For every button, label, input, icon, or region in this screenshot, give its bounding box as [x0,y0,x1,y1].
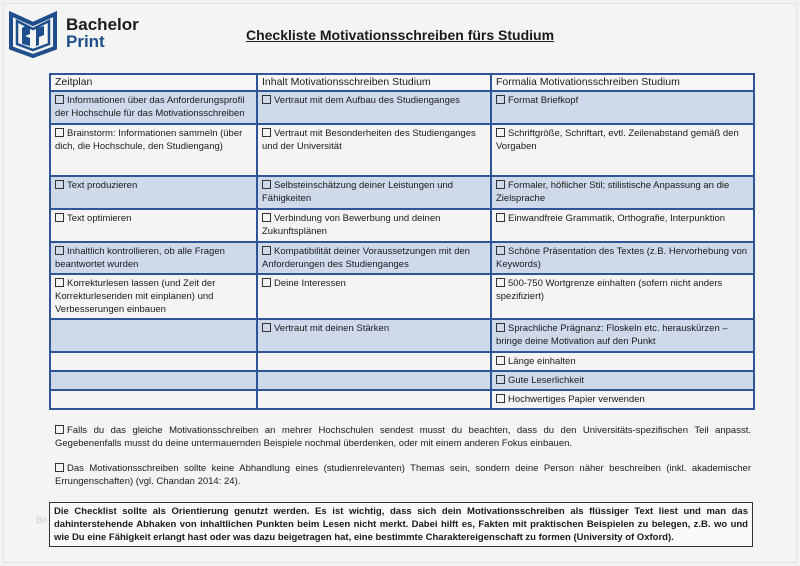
checkbox-icon[interactable] [496,246,505,255]
checkbox-icon[interactable] [55,180,64,189]
checkbox-icon[interactable] [55,128,64,137]
table-header-row [50,74,754,91]
checklist-item[interactable]: Hochwertiges Papier verwenden [491,390,754,409]
checklist-item[interactable]: Formaler, höflicher Stil; stilistische Anpassung an die Zielsprache [491,176,754,209]
checkbox-icon[interactable] [496,213,505,222]
checkbox-icon[interactable] [496,394,505,403]
column-header-inhalt: Inhalt Motivationsschreiben Studium [257,74,491,91]
empty-cell [257,352,491,371]
checkbox-icon[interactable] [496,356,505,365]
table-row [50,352,754,371]
checklist-item[interactable]: Schriftgröße, Schriftart, evtl. Zeilenabstand gemäß den Vorgaben [491,124,754,176]
checkbox-icon[interactable] [55,278,64,287]
checkbox-icon[interactable] [55,425,64,434]
empty-cell [50,371,257,390]
empty-cell [50,390,257,409]
checkbox-icon[interactable] [55,95,64,104]
checkbox-icon[interactable] [262,180,271,189]
checkbox-icon[interactable] [496,95,505,104]
checkbox-icon[interactable] [55,463,64,472]
note-no-treatise[interactable]: Das Motivationsschreiben sollte keine Abhandlung eines (studienrelevanten) Themas sein, sondern deine Person näher beschreiben (inkl. akademischer Errungenschaften) (vgl. Chandan 2014: 24). [55,463,751,487]
page-title: Checkliste Motivationsschreiben fürs Studium [245,27,555,43]
checklist-item[interactable]: Verbindung von Bewerbung und deinen Zukunftsplänen [257,209,491,242]
checklist-item[interactable]: Deine Interessen [257,274,491,319]
logo-text-print: Print [66,32,105,51]
checklist-item[interactable]: Einwandfreie Grammatik, Orthografie, Interpunktion [491,209,754,242]
table-row [50,390,754,409]
checkbox-icon[interactable] [262,213,271,222]
note-same-letter[interactable]: Falls du das gleiche Motivationsschreiben an mehrer Hochschulen sendest musst du beachten, dass du den Universitäts-spezifischen Teil anpasst. Gegebenenfalls musst du deine untermauernden Beispiele nochmal überdenken, oder mit einem anderen Fokus einbauen. [55,425,751,449]
checkbox-icon[interactable] [262,95,271,104]
checklist-item[interactable]: Informationen über das Anforderungsprofil der Hochschule für das Motivationsschreiben [50,91,257,124]
checklist-item[interactable]: Vertraut mit deinen Stärken [257,319,491,352]
checklist-item[interactable]: Selbsteinschätzung deiner Leistungen und Fähigkeiten [257,176,491,209]
column-header-formalia: Formalia Motivationsschreiben Studium [491,74,754,91]
empty-cell [257,371,491,390]
checkbox-icon[interactable] [496,278,505,287]
checklist-item[interactable]: Brainstorm: Informationen sammeln (über dich, die Hochschule, den Studiengang) [50,124,257,176]
checklist-item[interactable]: Text produzieren [50,176,257,209]
empty-cell [257,390,491,409]
checkbox-icon[interactable] [262,128,271,137]
checklist-item[interactable]: Vertraut mit Besonderheiten des Studienganges und der Universität [257,124,491,176]
empty-cell [50,319,257,352]
checkbox-icon[interactable] [496,323,505,332]
checklist-table [49,73,755,410]
table-row [50,371,754,390]
watermark: Bo [36,515,48,525]
table-row [50,209,754,242]
checkbox-icon[interactable] [55,213,64,222]
table-row [50,242,754,274]
checkbox-icon[interactable] [262,323,271,332]
checklist-item[interactable]: Vertraut mit dem Aufbau des Studienganges [257,91,491,124]
checkbox-icon[interactable] [262,246,271,255]
table-row [50,91,754,124]
checklist-item[interactable]: Korrekturlesen lassen (und Zeit der Korrekturlesenden mit einplanen) und Verbesserungen einbauen [50,274,257,319]
info-box: Die Checklist sollte als Orientierung genutzt werden. Es ist wichtig, dass sich dein Motivationsschreiben als flüssiger Text liest und man das dahinterstehende Abhaken von inhaltlichen Punkten beim Lesen nicht merkt. Dabei hilft es, Fakten mit praktischen Beispielen zu belegen, z.B. wo und wie Du eine Fähigkeit erlangt hast oder was dazu beigetragen hat, eine bestimmte Charaktereigenschaft zu formen (University of Oxford). [49,502,753,547]
checkbox-icon[interactable] [262,278,271,287]
checklist-item[interactable]: Länge einhalten [491,352,754,371]
checkbox-icon[interactable] [496,128,505,137]
logo-text-bachelor: Bachelor [66,15,139,34]
column-header-zeitplan: Zeitplan [50,74,257,91]
checklist-item[interactable]: Kompatibilität deiner Voraussetzungen mit den Anforderungen des Studienganges [257,242,491,274]
checklist-item[interactable]: Sprachliche Prägnanz: Floskeln etc. herauskürzen – bringe deine Motivation auf den Punkt [491,319,754,352]
checklist-item[interactable]: Inhaltlich kontrollieren, ob alle Fragen beantwortet wurden [50,242,257,274]
empty-cell [50,352,257,371]
checklist-item[interactable]: Schöne Präsentation des Textes (z.B. Hervorhebung von Keywords) [491,242,754,274]
checkbox-icon[interactable] [496,180,505,189]
checklist-item[interactable]: Gute Leserlichkeit [491,371,754,390]
checklist-item[interactable]: Format Briefkopf [491,91,754,124]
checklist-item[interactable]: 500-750 Wortgrenze einhalten (sofern nicht anders spezifiziert) [491,274,754,319]
checklist-item[interactable]: Text optimieren [50,209,257,242]
checkbox-icon[interactable] [55,246,64,255]
table-row [50,176,754,209]
table-row [50,319,754,352]
checkbox-icon[interactable] [496,375,505,384]
table-row [50,124,754,176]
table-row [50,274,754,319]
